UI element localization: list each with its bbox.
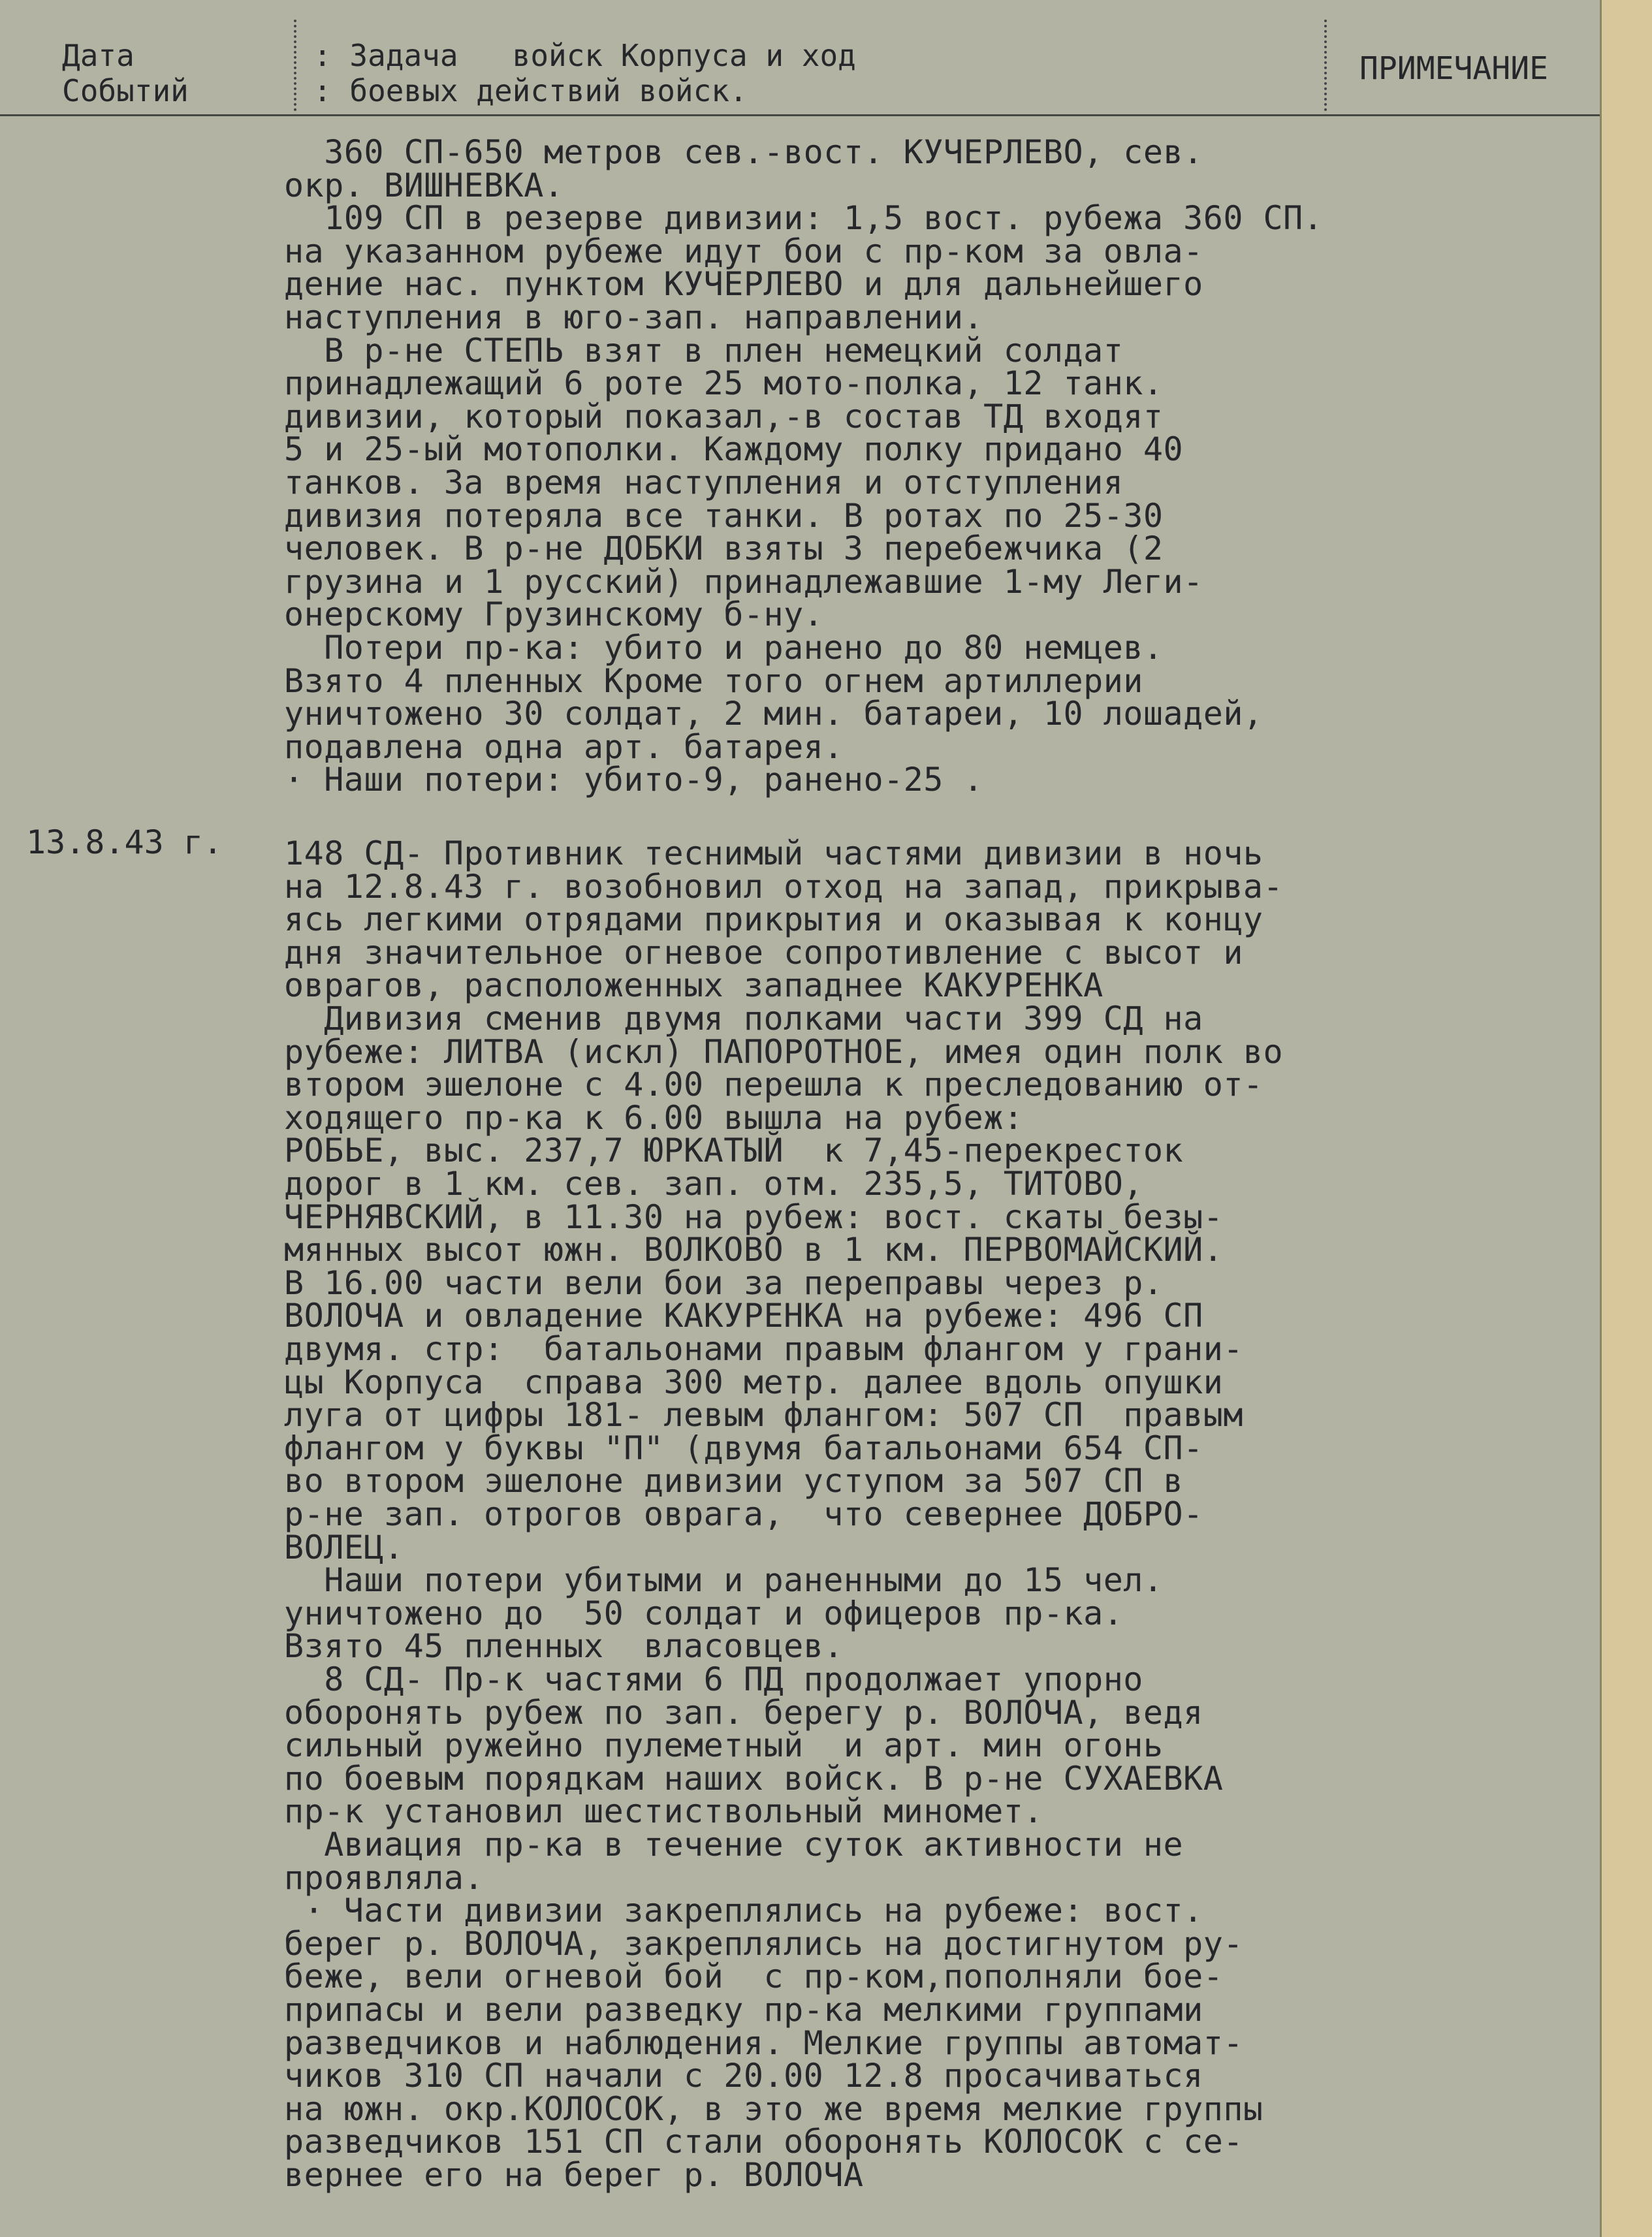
text-line: дивизия потеряла все танки. В ротах по 25-30: [284, 497, 1164, 535]
text-line: ВОЛЕЦ.: [284, 1529, 404, 1566]
text-line: чиков 310 СП начали с 20.00 12.8 просачиваться: [284, 2057, 1203, 2095]
text-line: 5 и 25-ый мотополки. Каждому полку придано 40: [284, 430, 1184, 468]
text-line: ясь легкими отрядами прикрытия и оказывая к концу: [284, 900, 1263, 938]
header-date-line-2: Событий: [62, 73, 189, 108]
text-line: ходящего пр-ка к 6.00 вышла на рубеж:: [284, 1099, 1024, 1137]
header-task-line-2: : боевых действий войск.: [313, 73, 748, 108]
text-line: Потери пр-ка: убито и ранено до 80 немцев.: [284, 629, 1164, 667]
text-line: РОБЬЕ, выс. 237,7 ЮРКАТЫЙ к 7,45-перекресток: [284, 1132, 1184, 1169]
text-line: р-не зап. отрогов оврага, что севернее ДОБРО-: [284, 1495, 1203, 1533]
entry-date: 13.8.43 г.: [26, 823, 223, 861]
text-line: Взято 4 пленных Кроме того огнем артиллерии: [284, 662, 1143, 700]
header-date-column: [62, 38, 189, 108]
text-line: 360 СП-650 метров сев.-вост. КУЧЕРЛЕВО, сев.: [284, 133, 1203, 171]
text-line: берег р. ВОЛОЧА, закреплялись на достигнутом ру-: [284, 1925, 1243, 1963]
text-line: двумя. стр: батальонами правым флангом у грани-: [284, 1330, 1243, 1368]
text-line: грузина и 1 русский) принадлежавшие 1-му Леги-: [284, 563, 1203, 601]
text-line: флангом у буквы "П" (двумя батальонами 654 СП-: [284, 1429, 1203, 1467]
header-task-line-1: : Задача войск Корпуса и ход: [313, 38, 856, 73]
text-line: пр-к установил шестиствольный миномет.: [284, 1792, 1043, 1830]
text-line: В 16.00 части вели бои за переправы через р.: [284, 1264, 1164, 1302]
text-line: Наши потери убитыми и раненными до 15 чел.: [284, 1561, 1164, 1599]
text-line: Дивизия сменив двумя полками части 399 СД на: [284, 1000, 1203, 1038]
page-edge: [1600, 0, 1652, 2237]
text-line: наступления в юго-зап. направлении.: [284, 298, 984, 336]
text-line: окр. ВИШНЕВКА.: [284, 167, 564, 204]
text-line: беже, вели огневой бой с пр-ком,пополняли бое-: [284, 1958, 1224, 1995]
header-separator: [294, 20, 296, 111]
header-task-column: [313, 38, 856, 108]
text-line: Авиация пр-ка в течение суток активности не: [284, 1826, 1184, 1864]
text-line: припасы и вели разведку пр-ка мелкими группами: [284, 1991, 1203, 2029]
text-line: разведчиков и наблюдения. Мелкие группы автомат-: [284, 2024, 1243, 2062]
text-line: 8 СД- Пр-к частями 6 ПД продолжает упорно: [284, 1660, 1143, 1698]
text-line: мянных высот южн. ВОЛКОВО в 1 км. ПЕРВОМАЙСКИЙ.: [284, 1231, 1224, 1269]
text-line: по боевым порядкам наших войск. В р-не СУХАЕВКА: [284, 1760, 1224, 1798]
text-line: оборонять рубеж по зап. берегу р. ВОЛОЧА, ведя: [284, 1694, 1203, 1732]
text-line: ЧЕРНЯВСКИЙ, в 11.30 на рубеж: вост. скаты безы-: [284, 1198, 1224, 1236]
text-line: во втором эшелоне дивизии уступом за 507 СП в: [284, 1462, 1184, 1500]
text-line: онерскому Грузинскому б-ну.: [284, 595, 824, 633]
text-line: принадлежащий 6 роте 25 мото-полка, 12 танк.: [284, 364, 1164, 402]
text-line: уничтожено 30 солдат, 2 мин. батареи, 10 лошадей,: [284, 695, 1263, 733]
text-line: дня значительное огневое сопротивление с высот и: [284, 934, 1243, 972]
text-line: разведчиков 151 СП стали оборонять КОЛОСОК с се-: [284, 2123, 1243, 2161]
header-note-column: ПРИМЕЧАНИЕ: [1359, 50, 1548, 87]
header-rule: [0, 114, 1600, 116]
text-line: 109 СП в резерве дивизии: 1,5 вост. рубежа 360 СП.: [284, 199, 1324, 237]
header-separator: [1324, 20, 1327, 111]
text-line: оврагов, расположенных западнее КАКУРЕНКА: [284, 966, 1104, 1004]
text-line: человек. В р-не ДОБКИ взяты 3 перебежчика (2: [284, 530, 1164, 567]
text-line: · Части дивизии закреплялись на рубеже: вост.: [284, 1892, 1203, 1929]
text-line: цы Корпуса справа 300 метр. далее вдоль опушки: [284, 1363, 1224, 1401]
text-line: проявляла.: [284, 1859, 484, 1897]
text-line: уничтожено до 50 солдат и офицеров пр-ка.: [284, 1594, 1124, 1632]
text-line: подавлена одна арт. батарея.: [284, 728, 844, 766]
text-line: втором эшелоне с 4.00 перешла к преследованию от-: [284, 1066, 1263, 1103]
text-line: танков. За время наступления и отступления: [284, 464, 1124, 501]
text-line: сильный ружейно пулеметный и арт. мин огонь: [284, 1726, 1164, 1764]
text-line: рубеже: ЛИТВА (искл) ПАПОРОТНОЕ, имея один полк во: [284, 1033, 1284, 1071]
text-line: луга от цифры 181- левым флангом: 507 СП правым: [284, 1396, 1243, 1434]
text-line: на южн. окр.КОЛОСОК, в это же время мелкие группы: [284, 2090, 1263, 2128]
header-date-line-1: Дата: [62, 38, 135, 73]
text-line: Взято 45 пленных власовцев.: [284, 1627, 844, 1665]
text-line: на указанном рубеже идут бои с пр-ком за овла-: [284, 232, 1203, 270]
text-line: дорог в 1 км. сев. зап. отм. 235,5, ТИТОВО,: [284, 1165, 1143, 1203]
text-line: дивизии, который показал,-в состав ТД входят: [284, 398, 1164, 436]
text-line: · Наши потери: убито-9, ранено-25 .: [284, 761, 984, 799]
text-line: В р-не СТЕПЬ взят в плен немецкий солдат: [284, 332, 1124, 370]
text-line: 148 СД- Противник теснимый частями дивизии в ночь: [284, 834, 1263, 872]
text-line: на 12.8.43 г. возобновил отход на запад, прикрыва-: [284, 868, 1284, 906]
text-line: дение нас. пунктом КУЧЕРЛЕВО и для дальнейшего: [284, 265, 1203, 303]
text-line: вернее его на берег р. ВОЛОЧА: [284, 2156, 864, 2194]
text-line: ВОЛОЧА и овладение КАКУРЕНКА на рубеже: 496 СП: [284, 1297, 1203, 1335]
